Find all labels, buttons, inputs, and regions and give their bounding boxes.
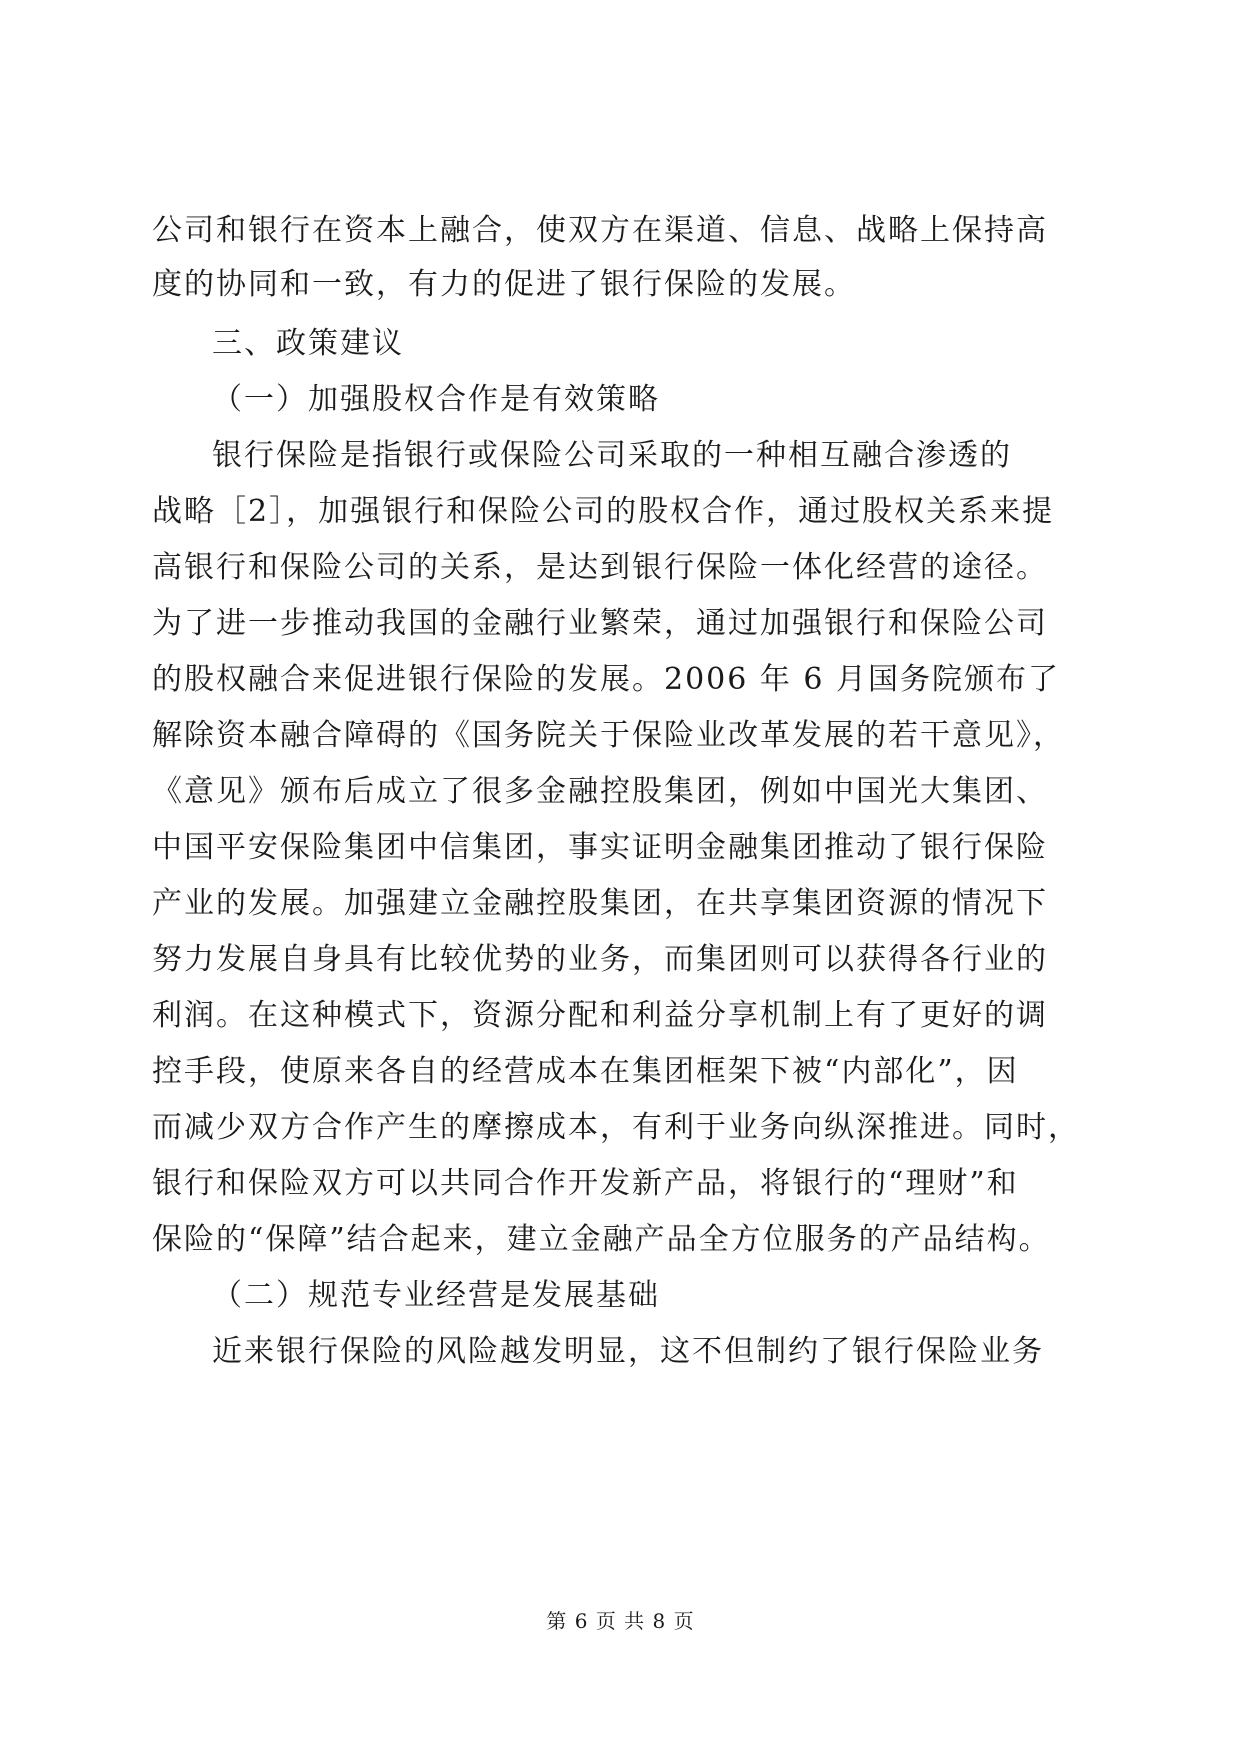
text-line-16: 控手段，使原来各自的经营成本在集团框架下被“内部化”，因 xyxy=(152,1054,1019,1089)
text-line-13: 产业的发展。加强建立金融控股集团，在共享集团资源的情况下 xyxy=(152,886,1048,921)
text-line-5: 银行保险是指银行或保险公司采取的一种相互融合渗透的 xyxy=(212,438,1012,473)
text-line-6: 战略［2］，加强银行和保险公司的股权合作，通过股权关系来提 xyxy=(152,494,1055,529)
text-line-9: 的股权融合来促进银行保险的发展。2006 年 6 月国务院颁布了 xyxy=(152,662,1061,697)
text-line-11: 《意见》颁布后成立了很多金融控股集团，例如中国光大集团、 xyxy=(152,774,1048,809)
text-line-1: 公司和银行在资本上融合，使双方在渠道、信息、战略上保持高 xyxy=(152,213,1048,248)
text-line-10: 解除资本融合障碍的《国务院关于保险业改革发展的若干意见》， xyxy=(152,718,1065,753)
subsection-heading-2: （二）规范专业经营是发展基础 xyxy=(212,1278,660,1313)
text-line-12: 中国平安保险集团中信集团，事实证明金融集团推动了银行保险 xyxy=(152,830,1048,865)
text-line-2: 度的协同和一致，有力的促进了银行保险的发展。 xyxy=(152,267,856,302)
page-number-footer: 第 6 页 共 8 页 xyxy=(546,1609,695,1633)
text-line-17: 而减少双方合作产生的摩擦成本，有利于业务向纵深推进。同时， xyxy=(152,1110,1080,1145)
subsection-heading-1: （一）加强股权合作是有效策略 xyxy=(212,382,660,417)
text-line-7: 高银行和保险公司的关系，是达到银行保险一体化经营的途径。 xyxy=(152,550,1048,585)
text-line-21: 近来银行保险的风险越发明显，这不但制约了银行保险业务 xyxy=(212,1334,1044,1369)
text-line-14: 努力发展自身具有比较优势的业务，而集团则可以获得各行业的 xyxy=(152,942,1048,977)
text-line-8: 为了进一步推动我国的金融行业繁荣，通过加强银行和保险公司 xyxy=(152,606,1048,641)
text-line-15: 利润。在这种模式下，资源分配和利益分享机制上有了更好的调 xyxy=(152,998,1048,1033)
text-line-19: 保险的“保障”结合起来，建立金融产品全方位服务的产品结构。 xyxy=(152,1222,1051,1257)
section-heading: 三、政策建议 xyxy=(212,326,404,361)
text-line-18: 银行和保险双方可以共同合作开发新产品，将银行的“理财”和 xyxy=(152,1166,1019,1201)
